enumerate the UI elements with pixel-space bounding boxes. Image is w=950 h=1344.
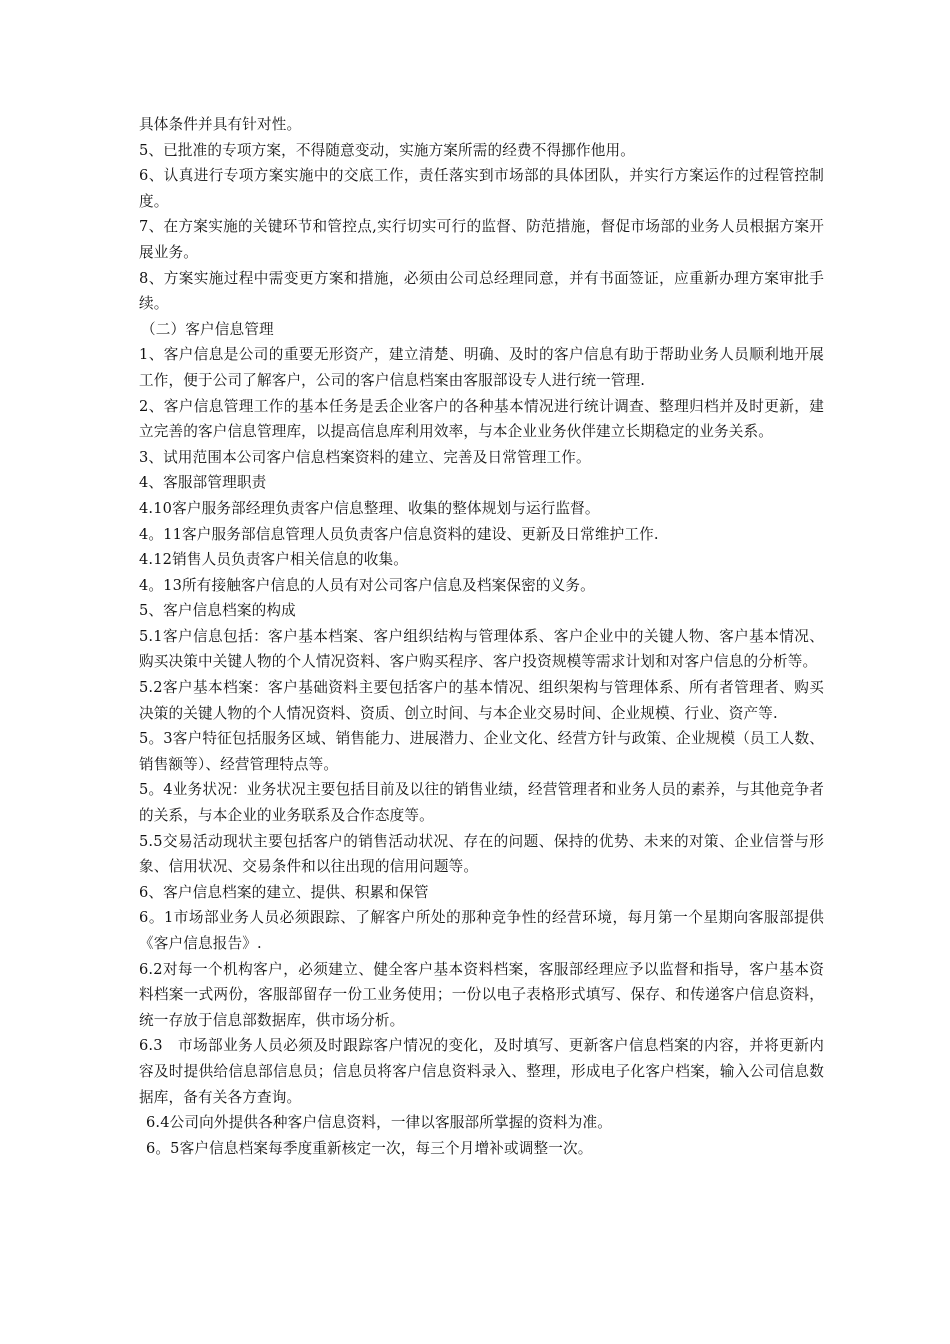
- paragraph-item-5-3: 5。3客户特征包括服务区域、销售能力、进展潜力、企业文化、经营方针与政策、企业规模（员工人数、销售额等）、经营管理特点等。: [139, 730, 824, 773]
- section-heading-customer-info: （二）客户信息管理: [141, 320, 274, 338]
- paragraph-specificity-tail: 具体条件并具有针对性。: [139, 116, 302, 133]
- paragraph-item-8-plan-change: 8、方案实施过程中需变更方案和措施，必须由公司总经理同意，并有书面签证，应重新办理方案审批手续。: [139, 269, 824, 313]
- paragraph-item-2-basic-task: 2、客户信息管理工作的基本任务是丢企业客户的各种基本情况进行统计调查、整理归档并及时更新，建立完善的客户信息管理库，以提高信息库利用效率，与本企业业务伙伴建立长期稳定的业务关系。: [139, 397, 824, 441]
- paragraph-item-6-5: 6。5客户信息档案每季度重新核定一次，每三个月增补或调整一次。: [146, 1139, 593, 1157]
- paragraph-item-7-key-points: 7、在方案实施的关键环节和管控点,实行切实可行的监督、防范措施，督促市场部的业务人员根据方案开展业务。: [139, 218, 824, 261]
- paragraph-item-4-11: 4。11客户服务部信息管理人员负责客户信息资料的建设、更新及日常维护工作.: [139, 525, 659, 543]
- paragraph-item-6-archive: 6、客户信息档案的建立、提供、积累和保管: [139, 883, 429, 901]
- paragraph-item-6-2: 6.2对每一个机构客户，必须建立、健全客户基本资料档案，客服部经理应予以监督和指导，客户基本资料档案一式两份，客服部留存一份工业务使用；一份以电子表格形式填写、保存、和传递客户信息资料，统一存放于信息部数据库，供市场分析。: [139, 960, 824, 1029]
- document-page: [139, 112, 824, 1161]
- paragraph-item-3-scope: 3、试用范围本公司客户信息档案资料的建立、完善及日常管理工作。: [139, 448, 591, 466]
- paragraph-item-1-intangible-asset: 1、客户信息是公司的重要无形资产，建立清楚、明确、及时的客户信息有助于帮助业务人员顺利地开展工作，便于公司了解客户，公司的客户信息档案由客服部设专人进行统一管理.: [139, 346, 824, 389]
- paragraph-item-5-2: 5.2客户基本档案：客户基础资料主要包括客户的基本情况、组织架构与管理体系、所有者管理者、购买决策的关键人物的个人情况资料、资质、创立时间、与本企业交易时间、企业规模、行业、资产等.: [139, 679, 824, 722]
- paragraph-item-5-composition: 5、客户信息档案的构成: [139, 602, 296, 620]
- paragraph-item-4-10: 4.10客户服务部经理负责客户信息整理、收集的整体规划与运行监督。: [139, 499, 600, 517]
- paragraph-item-5-1: 5.1客户信息包括：客户基本档案、客户组织结构与管理体系、客户企业中的关键人物、客户基本情况、购买决策中关键人物的个人情况资料、客户购买程序、客户投资规模等需求计划和对客户信息的分析等。: [139, 627, 824, 671]
- paragraph-item-6-3: 6.3 市场部业务人员必须及时跟踪客户情况的变化，及时填写、更新客户信息档案的内容，并将更新内容及时提供给信息部信息员；信息员将客户信息资料录入、整理，形成电子化客户档案，输入公司信息数据库，备有关各方查询。: [139, 1037, 824, 1106]
- paragraph-item-6-1: 6。1市场部业务人员必须跟踪、了解客户所处的那种竞争性的经营环境，每月第一个星期向客服部提供《客户信息报告》.: [139, 909, 824, 952]
- paragraph-item-4-duties: 4、客服部管理职责: [139, 474, 267, 492]
- paragraph-item-6-briefing: 6、认真进行专项方案实施中的交底工作，责任落实到市场部的具体团队，并实行方案运作的过程管控制度。: [139, 167, 824, 210]
- paragraph-item-4-13: 4。13所有接触客户信息的人员有对公司客户信息及档案保密的义务。: [139, 576, 595, 594]
- paragraph-item-5-approved-plan: 5、已批准的专项方案，不得随意变动，实施方案所需的经费不得挪作他用。: [139, 141, 635, 159]
- paragraph-item-5-5: 5.5交易活动现状主要包括客户的销售活动状况、存在的问题、保持的优势、未来的对策、企业信誉与形象、信用状况、交易条件和以往出现的信用问题等。: [139, 832, 824, 876]
- paragraph-item-5-4: 5。4业务状况：业务状况主要包括目前及以往的销售业绩，经营管理者和业务人员的素养，与其他竞争者的关系，与本企业的业务联系及合作态度等。: [139, 781, 824, 825]
- paragraph-item-4-12: 4.12销售人员负责客户相关信息的收集。: [139, 551, 408, 569]
- paragraph-item-6-4: 6.4公司向外提供各种客户信息资料，一律以客服部所掌握的资料为准。: [146, 1114, 612, 1132]
